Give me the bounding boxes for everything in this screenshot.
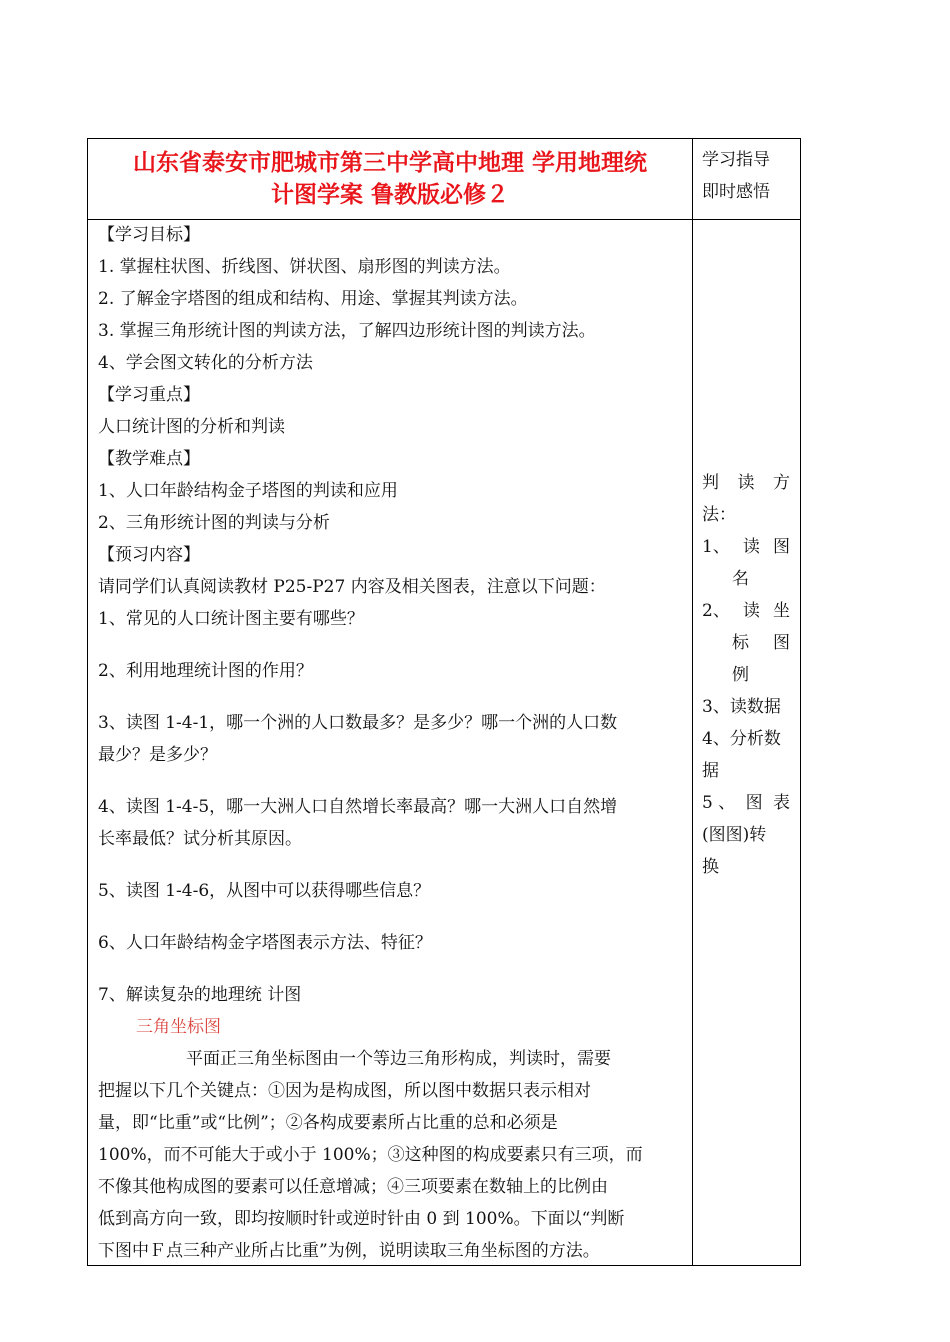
side-step-4: 4、分析数 xyxy=(702,729,781,749)
question-7: 7、解读复杂的地理统 计图 xyxy=(98,985,302,1005)
side-method-title-end: 法： xyxy=(702,505,736,525)
preview-intro: 请同学们认真阅读教材 P25-P27 内容及相关图表，注意以下问题： xyxy=(98,577,606,597)
side-column-header xyxy=(702,144,770,208)
subheading-triangle-chart: 三角坐标图 xyxy=(136,1017,221,1037)
preview-heading: 【预习内容】 xyxy=(98,545,200,565)
focus-item: 人口统计图的分析和判读 xyxy=(98,417,285,437)
side-notes xyxy=(702,467,790,883)
question-4-line-2: 长率最低？试分析其原因。 xyxy=(98,829,302,849)
question-2: 2、利用地理统计图的作用？ xyxy=(98,661,313,681)
goal-item: 1. 掌握柱状图、折线图、饼状图、扇形图的判读方法。 xyxy=(98,257,511,277)
paragraph-line: 平面正三角坐标图由一个等边三角形构成，判读时，需要 xyxy=(186,1049,611,1069)
side-step-2-end: 例 xyxy=(732,665,749,685)
paragraph-line: 把握以下几个关键点：①因为是构成图，所以图中数据只表示相对 xyxy=(98,1081,591,1101)
title-line-1: 山东省泰安市肥城市第三中学高中地理 学用地理统 xyxy=(132,150,647,176)
goal-item: 4、学会图文转化的分析方法 xyxy=(98,353,313,373)
side-step-5: 5 、 图 表 xyxy=(702,793,790,813)
column-divider xyxy=(692,139,693,1265)
focus-heading: 【学习重点】 xyxy=(98,385,200,405)
question-5: 5、读图 1-4-6，从图中可以获得哪些信息？ xyxy=(98,881,431,901)
paragraph-line: 100%，而不可能大于或小于 100%；③这种图的构成要素只有三项，而 xyxy=(98,1145,643,1165)
paragraph-line: 量，即“比重”或“比例”；②各构成要素所占比重的总和必须是 xyxy=(98,1113,558,1133)
main-content xyxy=(98,219,682,1267)
study-guide-table xyxy=(87,138,801,1266)
paragraph-line: 下图中Ｆ点三种产业所占比重”为例，说明读取三角坐标图的方法。 xyxy=(98,1241,600,1261)
question-1: 1、常见的人口统计图主要有哪些？ xyxy=(98,609,364,629)
goal-heading: 【学习目标】 xyxy=(98,225,200,245)
side-method-title: 判 读 方 xyxy=(702,473,790,493)
side-step-5-cont: (图图)转 xyxy=(702,825,767,845)
side-head-line-2: 即时感悟 xyxy=(702,182,770,202)
side-step-2: 2、 读 坐 xyxy=(702,601,790,621)
side-step-1: 1、 读 图 xyxy=(702,537,790,557)
goal-item: 3. 掌握三角形统计图的判读方法，了解四边形统计图的判读方法。 xyxy=(98,321,596,341)
question-3-line-2: 最少？是多少？ xyxy=(98,745,217,765)
side-step-4-cont: 据 xyxy=(702,761,719,781)
paragraph-line: 不像其他构成图的要素可以任意增减；④三项要素在数轴上的比例由 xyxy=(98,1177,608,1197)
side-step-3: 3、读数据 xyxy=(702,697,781,717)
title-line-2: 计图学案 鲁教版必修２ xyxy=(270,182,509,208)
side-head-line-1: 学习指导 xyxy=(702,150,770,170)
question-6: 6、人口年龄结构金字塔图表示方法、特征？ xyxy=(98,933,432,953)
question-3-line-1: 3、读图 1-4-1，哪一个洲的人口数最多？是多少？哪一个洲的人口数 xyxy=(98,713,618,733)
difficulty-item: 2、三角形统计图的判读与分析 xyxy=(98,513,330,533)
paragraph-line: 低到高方向一致，即均按顺时针或逆时针由 0 到 100%。下面以“判断 xyxy=(98,1209,625,1229)
side-step-1-cont: 名 xyxy=(732,569,749,589)
goal-item: 2. 了解金字塔图的组成和结构、用途、掌握其判读方法。 xyxy=(98,289,528,309)
document-title xyxy=(94,147,686,211)
difficulty-item: 1、人口年龄结构金子塔图的判读和应用 xyxy=(98,481,398,501)
side-step-5-end: 换 xyxy=(702,857,719,877)
side-step-2-cont: 标 图 xyxy=(732,633,790,653)
question-4-line-1: 4、读图 1-4-5，哪一大洲人口自然增长率最高？哪一大洲人口自然增 xyxy=(98,797,618,817)
difficulty-heading: 【教学难点】 xyxy=(98,449,200,469)
